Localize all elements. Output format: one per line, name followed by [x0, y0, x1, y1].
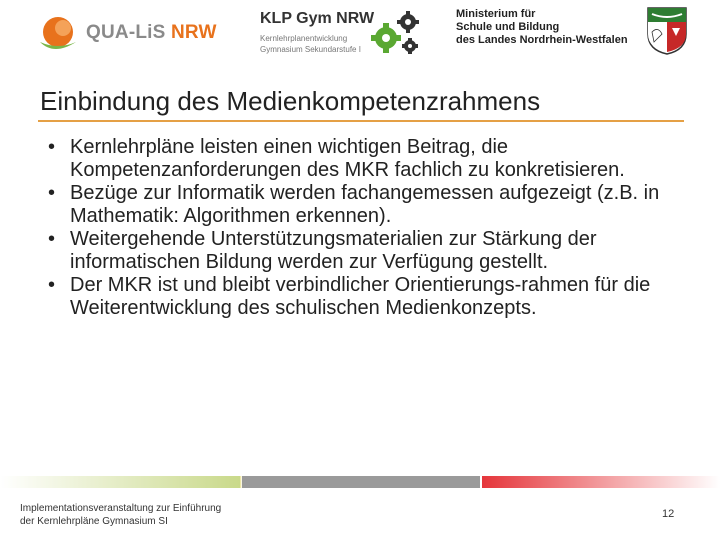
title-divider: [38, 120, 684, 122]
page-number: 12: [662, 508, 675, 520]
bullet-text: Kernlehrpläne leisten einen wichtigen Beitrag, die Kompetenzanforderungen des MKR fachlich zu konkretisieren.: [70, 136, 625, 181]
bullet-item: [48, 136, 688, 182]
qualis-logo-part2: NRW: [171, 22, 217, 43]
footer-caption: [20, 502, 221, 528]
bullet-item: [48, 182, 688, 228]
footer-line-2: der Kernlehrpläne Gymnasium SI: [20, 516, 168, 527]
ministry-logo: [456, 8, 656, 54]
bullet-item: [48, 274, 688, 320]
bullet-glyph: •: [48, 274, 56, 296]
bullet-glyph: •: [48, 136, 56, 158]
nrw-crest-icon: [646, 6, 688, 56]
bullet-glyph: •: [48, 182, 56, 204]
gears-icon: [368, 8, 424, 58]
ministry-line-1: Ministerium für: [456, 8, 536, 20]
klp-logo: [260, 8, 425, 56]
slide-title: Einbindung des Medienkompetenzrahmens: [40, 86, 541, 116]
bullet-glyph: •: [48, 228, 56, 250]
qualis-logo-part1: QUA-LiS: [86, 22, 166, 43]
klp-logo-subtitle-1: Kernlehrplanentwicklung: [260, 34, 348, 43]
bullet-text: Bezüge zur Informatik werden fachangemessen aufgezeigt (z.B. in Mathematik: Algorithmen erkennen).: [70, 182, 660, 227]
qualis-logo-icon: [36, 12, 80, 56]
bullet-list: [48, 136, 688, 320]
klp-logo-title: KLP Gym NRW: [260, 10, 375, 27]
ministry-line-3: des Landes Nordrhein-Westfalen: [456, 34, 628, 46]
bullet-text: Der MKR ist und bleibt verbindlicher Orientierungs-rahmen für die Weiterentwicklung des schulischen Medienkonzepts.: [70, 274, 651, 319]
klp-logo-subtitle-2: Gymnasium Sekundarstufe I: [260, 45, 361, 54]
qualis-logo: [36, 12, 216, 56]
bullet-text: Weitergehende Unterstützungsmaterialien zur Stärkung der informatischen Bildung werden zur Verfügung gestellt.: [70, 228, 597, 273]
bullet-item: [48, 228, 688, 274]
ministry-line-2: Schule und Bildung: [456, 21, 560, 33]
qualis-logo-text: [86, 22, 217, 44]
footer-color-bar: [0, 476, 720, 488]
footer-line-1: Implementationsveranstaltung zur Einführung: [20, 503, 222, 514]
